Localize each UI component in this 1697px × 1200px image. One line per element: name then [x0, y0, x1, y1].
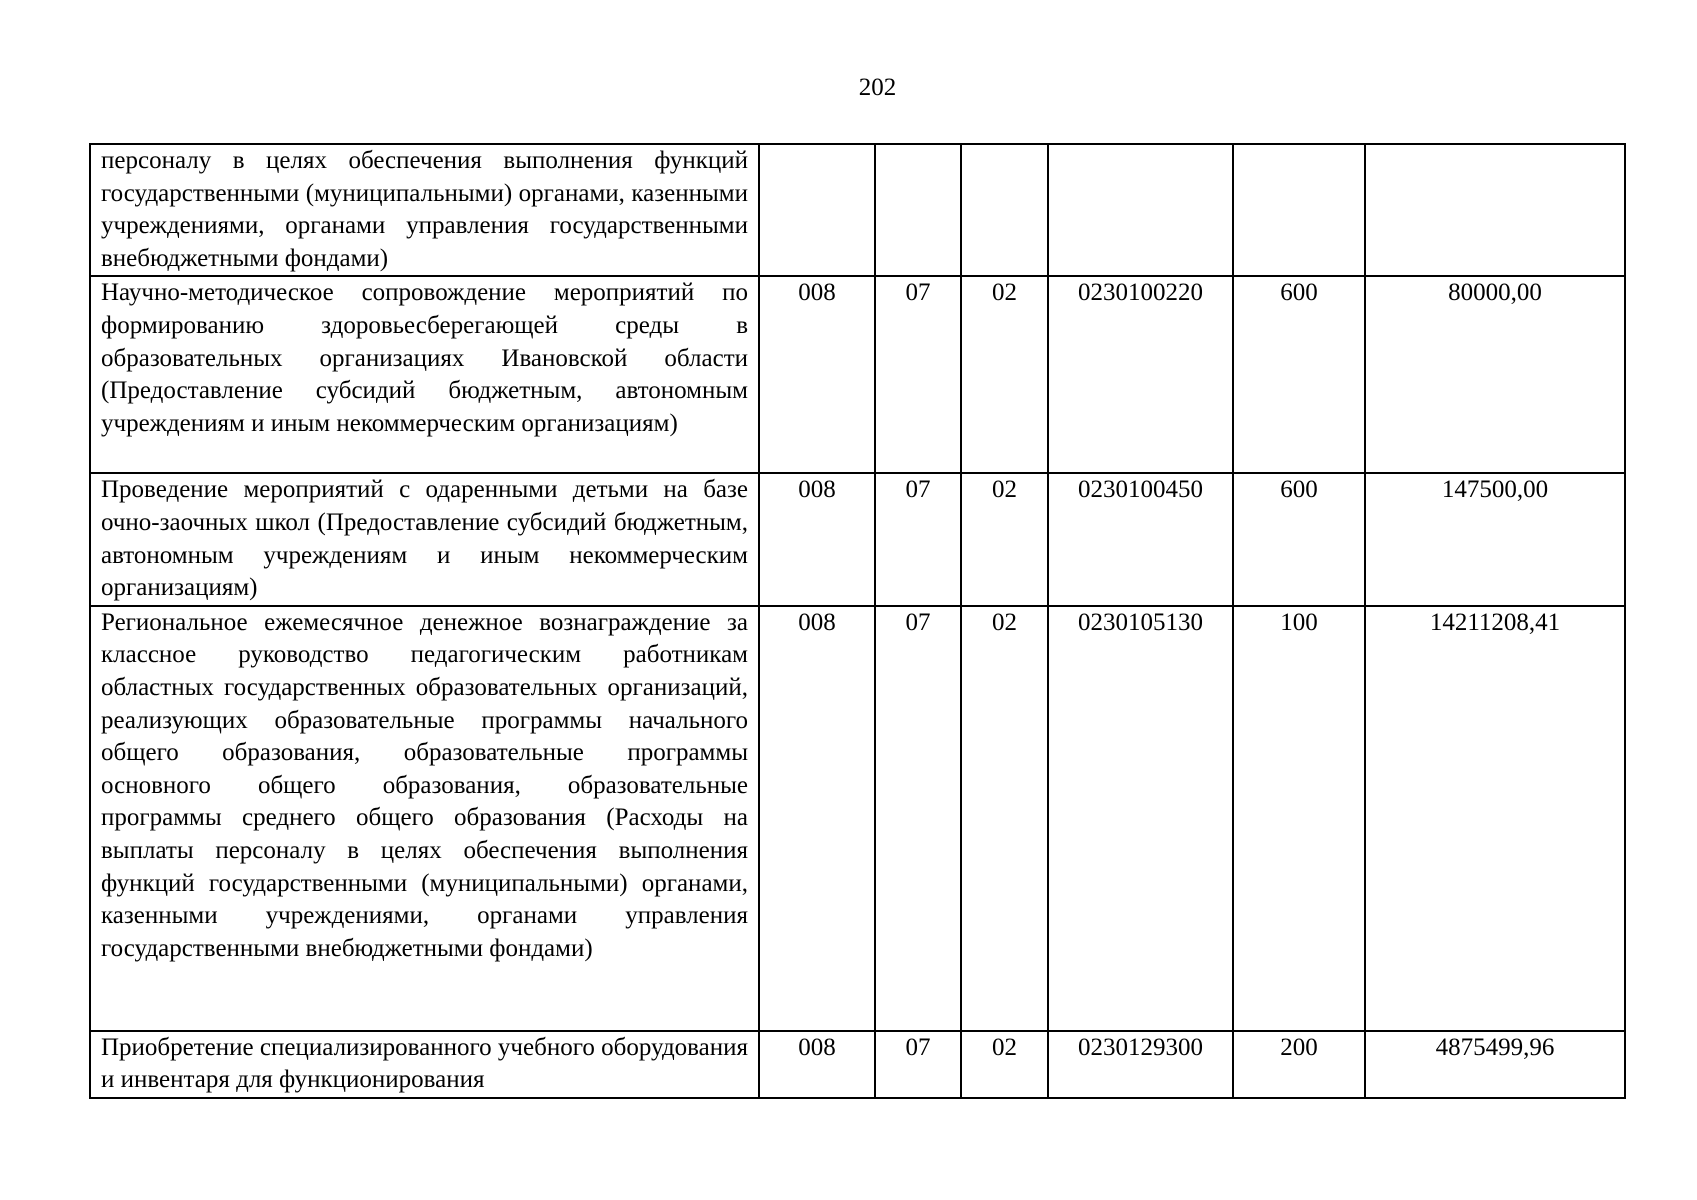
- amount-cell: 147500,00: [1365, 473, 1625, 605]
- subsection-code-cell: [961, 144, 1048, 276]
- ministry-code-cell: 008: [759, 606, 875, 1031]
- description-text: персоналу в целях обеспечения выполнения функций государственными (муниципальными) органами, казенными учреждениями, органами управления государственными внебюджетными фондами): [101, 147, 748, 272]
- target-article-cell: [1048, 144, 1233, 276]
- expense-type-cell: 600: [1233, 276, 1365, 473]
- expense-type-cell: [1233, 144, 1365, 276]
- page-number: 202: [858, 74, 897, 101]
- amount-cell: 4875499,96: [1365, 1031, 1625, 1098]
- section-code-cell: 07: [875, 276, 961, 473]
- ministry-code-cell: [759, 144, 875, 276]
- description-cell: [90, 473, 759, 605]
- table-row: [90, 473, 1625, 605]
- description-text: Проведение мероприятий с одаренными детьми на базе очно-заочных школ (Предоставление субсидий бюджетным, автономным учреждениям и иным некоммерческим организациям): [101, 476, 748, 602]
- expense-type-cell: 200: [1233, 1031, 1365, 1098]
- target-article-cell: 0230129300: [1048, 1031, 1233, 1098]
- description-cell: [90, 276, 759, 473]
- ministry-code-cell: 008: [759, 473, 875, 605]
- table-row: [90, 1031, 1625, 1098]
- target-article-cell: 0230105130: [1048, 606, 1233, 1031]
- amount-cell: 80000,00: [1365, 276, 1625, 473]
- subsection-code-cell: 02: [961, 473, 1048, 605]
- section-code-cell: [875, 144, 961, 276]
- ministry-code-cell: 008: [759, 276, 875, 473]
- description-text: Региональное ежемесячное денежное вознаграждение за классное руководство педагогическим работникам областных государственных образовательных организаций, реализующих образовательные программы начального общего образования, образовательные программы основного общего образования, образовательные программы среднего общего образования (Расходы на выплаты персоналу в целях обеспечения выполнения функций государственными (муниципальными) органами, казенными учреждениями, органами управления государственными внебюджетными фондами): [101, 608, 748, 962]
- description-text: Приобретение специализированного учебного оборудования и инвентаря для функционирования: [101, 1033, 748, 1094]
- description-cell: [90, 144, 759, 276]
- subsection-code-cell: 02: [961, 276, 1048, 473]
- description-cell: [90, 1031, 759, 1098]
- section-code-cell: 07: [875, 473, 961, 605]
- section-code-cell: 07: [875, 1031, 961, 1098]
- subsection-code-cell: 02: [961, 606, 1048, 1031]
- amount-cell: [1365, 144, 1625, 276]
- ministry-code-cell: 008: [759, 1031, 875, 1098]
- section-code-cell: 07: [875, 606, 961, 1031]
- description-cell: [90, 606, 759, 1031]
- target-article-cell: 0230100450: [1048, 473, 1233, 605]
- budget-table: [89, 143, 1626, 1099]
- expense-type-cell: 600: [1233, 473, 1365, 605]
- subsection-code-cell: 02: [961, 1031, 1048, 1098]
- expense-type-cell: 100: [1233, 606, 1365, 1031]
- table-row: [90, 144, 1625, 276]
- table-row: [90, 276, 1625, 473]
- table-row: [90, 606, 1625, 1031]
- target-article-cell: 0230100220: [1048, 276, 1233, 473]
- amount-cell: 14211208,41: [1365, 606, 1625, 1031]
- description-text: Научно-методическое сопровождение мероприятий по формированию здоровьесберегающей среды в образовательных организациях Ивановской области (Предоставление субсидий бюджетным, автономным учреждениям и иным некоммерческим организациям): [101, 279, 748, 437]
